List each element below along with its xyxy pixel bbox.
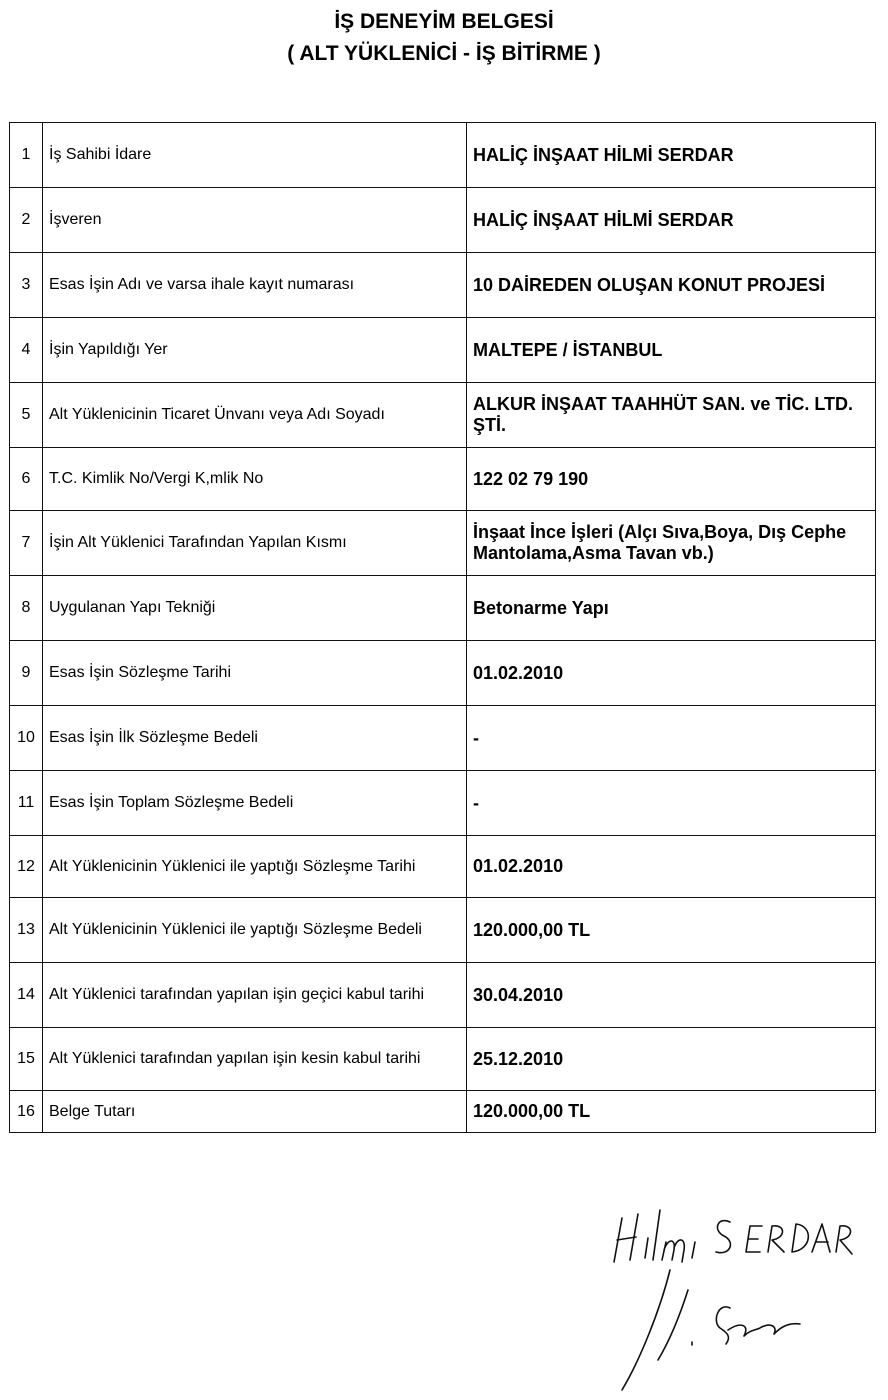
row-value: 01.02.2010 (467, 641, 876, 706)
table-row (10, 318, 876, 383)
row-label: Alt Yüklenicinin Yüklenici ile yaptığı Sözleşme Tarihi (43, 836, 467, 898)
row-number: 8 (10, 576, 43, 641)
row-value: 120.000,00 TL (467, 898, 876, 963)
row-value: 25.12.2010 (467, 1028, 876, 1091)
table-row (10, 836, 876, 898)
table-row (10, 123, 876, 188)
row-number: 1 (10, 123, 43, 188)
table-row (10, 448, 876, 511)
row-number: 3 (10, 253, 43, 318)
row-number: 9 (10, 641, 43, 706)
row-number: 16 (10, 1091, 43, 1133)
row-label: Alt Yüklenici tarafından yapılan işin geçici kabul tarihi (43, 963, 467, 1028)
certificate-table-body (10, 123, 876, 1133)
title-line-1: İŞ DENEYİM BELGESİ (334, 10, 554, 33)
row-label: Esas İşin Sözleşme Tarihi (43, 641, 467, 706)
table-row (10, 1091, 876, 1133)
table-row (10, 188, 876, 253)
row-label: İşin Yapıldığı Yer (43, 318, 467, 383)
row-label: Alt Yüklenicinin Yüklenici ile yaptığı Sözleşme Bedeli (43, 898, 467, 963)
handwritten-signature (600, 1190, 880, 1400)
row-value: İnşaat İnce İşleri (Alçı Sıva,Boya, Dış Cephe Mantolama,Asma Tavan vb.) (467, 511, 876, 576)
row-label: Esas İşin Toplam Sözleşme Bedeli (43, 771, 467, 836)
row-label: Alt Yüklenici tarafından yapılan işin kesin kabul tarihi (43, 1028, 467, 1091)
row-value: - (467, 706, 876, 771)
row-number: 11 (10, 771, 43, 836)
row-value: 10 DAİREDEN OLUŞAN KONUT PROJESİ (467, 253, 876, 318)
row-number: 15 (10, 1028, 43, 1091)
row-value: 30.04.2010 (467, 963, 876, 1028)
row-value: ALKUR İNŞAAT TAAHHÜT SAN. ve TİC. LTD. ŞTİ. (467, 383, 876, 448)
row-value: 120.000,00 TL (467, 1091, 876, 1133)
row-label: İş Sahibi İdare (43, 123, 467, 188)
row-number: 7 (10, 511, 43, 576)
table-row (10, 576, 876, 641)
row-value: Betonarme Yapı (467, 576, 876, 641)
row-number: 6 (10, 448, 43, 511)
table-row (10, 511, 876, 576)
table-row (10, 963, 876, 1028)
row-value: 01.02.2010 (467, 836, 876, 898)
row-label: Esas İşin İlk Sözleşme Bedeli (43, 706, 467, 771)
table-row (10, 898, 876, 963)
row-value: MALTEPE / İSTANBUL (467, 318, 876, 383)
row-number: 4 (10, 318, 43, 383)
row-number: 10 (10, 706, 43, 771)
row-value: - (467, 771, 876, 836)
row-value: 122 02 79 190 (467, 448, 876, 511)
row-number: 2 (10, 188, 43, 253)
row-value: HALİÇ İNŞAAT HİLMİ SERDAR (467, 123, 876, 188)
row-number: 12 (10, 836, 43, 898)
table-row (10, 383, 876, 448)
row-label: Uygulanan Yapı Tekniği (43, 576, 467, 641)
table-row (10, 1028, 876, 1091)
table-row (10, 771, 876, 836)
table-row (10, 641, 876, 706)
row-label: T.C. Kimlik No/Vergi K,mlik No (43, 448, 467, 511)
row-label: İşveren (43, 188, 467, 253)
row-number: 13 (10, 898, 43, 963)
table-row (10, 706, 876, 771)
row-label: Alt Yüklenicinin Ticaret Ünvanı veya Adı Soyadı (43, 383, 467, 448)
certificate-table (9, 122, 876, 1133)
row-label: İşin Alt Yüklenici Tarafından Yapılan Kısmı (43, 511, 467, 576)
row-number: 14 (10, 963, 43, 1028)
row-label: Belge Tutarı (43, 1091, 467, 1133)
row-value: HALİÇ İNŞAAT HİLMİ SERDAR (467, 188, 876, 253)
title-line-2: ( ALT YÜKLENİCİ - İŞ BİTİRME ) (287, 42, 601, 65)
row-label: Esas İşin Adı ve varsa ihale kayıt numarası (43, 253, 467, 318)
document-title (0, 6, 888, 70)
table-row (10, 253, 876, 318)
row-number: 5 (10, 383, 43, 448)
